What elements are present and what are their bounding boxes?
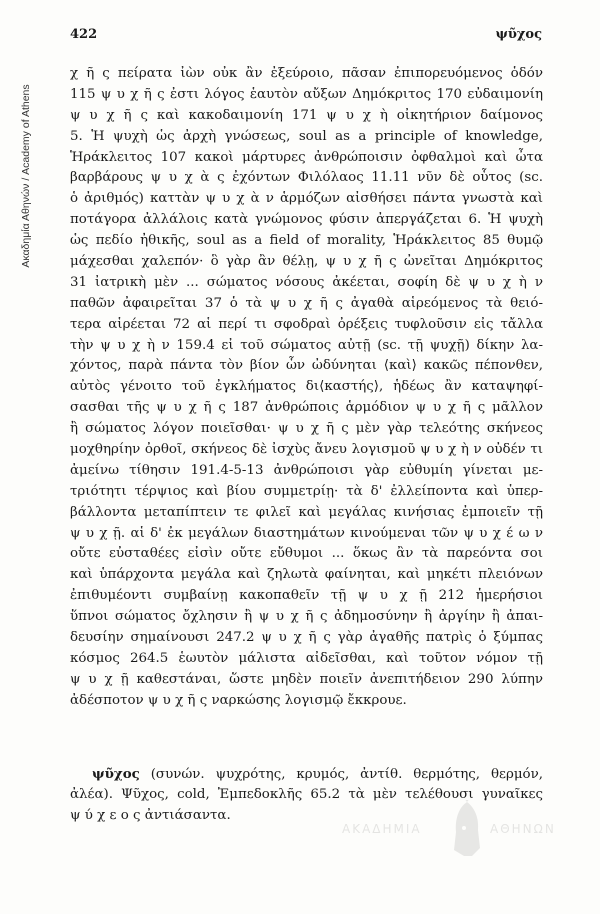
entry-line: ἐπιθυμέοντι συμβαίνῃ κακοπαθεῖν τῇ ψ υ χ ῇ 212 ἡμερήσιοι [70,588,543,604]
entry-line: ἀλέα). Ψῦχος, cold, Ἐμπεδοκλῆς 65.2 τὰ μὲν τελέθουσι γυναῖκες [70,786,543,802]
entry-line: ὡς πεδίο ἠθικῆς, soul as a field of morality, Ἡράκλειτος 85 θυμῷ [70,233,543,249]
entry-line: χόντος, παρὰ πάντα τὸν βίον ὧν ὠδύνηται ⟨καὶ⟩ κακῶς πέπονθεν, [70,358,543,374]
entry-line: καὶ ὑπάρχοντα μεγάλα καὶ ζηλωτὰ φαίνηται, καὶ μηκέτι πλειόνων [70,567,543,583]
athena-helmet-icon [450,800,484,858]
entry-line: τριότητι τέρψιος καὶ βίου συμμετρίῃ· τὰ δ' ἐλλείποντα καὶ ὑπερ- [70,483,543,499]
archive-stamp: Ακαδημία Αθηνών / Academy of Athens [20,84,32,268]
entry-line: βαρβάρους ψ υ χ ὰ ς ἐχόντων Φιλόλαος 11.11 νῦν δὲ οὗτος (sc. [70,170,543,186]
entry-line: τὴν ψ υ χ ὴ ν 159.4 εἰ τοῦ σώματος αὐτῇ (sc. τῇ ψυχῇ) δίκην λα- [70,337,543,353]
entry-text-psyche [70,64,543,712]
watermark-right-text: ΑΘΗΝΩΝ [490,822,556,836]
entry-line: ποτάγορα ἀλλάλοις κατὰ γνώμονος φύσιν ἀπεργάζεται 6. Ἡ ψυχὴ [70,212,543,228]
entry-line: ὕπνοι σώματος ὄχλησιν ἢ ψ υ χ ῆ ς ἀδημοσύνην ἢ ἀργίην ἢ ἀπαι- [70,609,543,625]
entry-line: 5. Ἡ ψυχὴ ὡς ἀρχὴ γνώσεως, soul as a principle of knowledge, [70,128,543,144]
entry-line-rest: (συνών. ψυχρότης, κρυμός, ἀντίθ. θερμότης, θερμόν, [139,767,543,782]
entry-line: χ ῆ ς πείρατα ἰὼν οὐκ ἂν ἐξεύροιο, πᾶσαν ἐπιπορευόμενος ὁδόν [70,66,543,81]
page-number: 422 [70,27,98,42]
entry-line: κόσμος 264.5 ἑωυτὸν μάλιστα αἰδεῖσθαι, καὶ τοῦτον νόμον τῇ [70,650,543,666]
entry-line: ὁ ἀριθμός) καττὰν ψ υ χ ὰ ν ἁρμόζων αἰσθήσει πάντα γνωστὰ καὶ [70,191,543,207]
entry-line: ἢ σώματος λόγον ποιεῖσθαι· ψ υ χ ῆ ς μὲν γὰρ τελεότης σκήνεος [70,421,543,437]
entry-line: ψ υ χ ῆ ς καὶ κακοδαιμονίη 171 ψ υ χ ὴ οἰκητήριον δαίμονος [70,107,543,123]
entry-line: ἀμείνω τίθησιν 191.4-5-13 ἀνθρώποισι γὰρ εὐθυμίη γίνεται με- [70,462,543,478]
page-header [70,27,542,45]
entry-line: ἀδέσποτον ψ υ χ ῆ ς ναρκώσης λογισμῷ ἔκκρουε. [70,692,407,708]
entry-line [70,764,543,785]
headword: ψῦχος [92,766,140,782]
entry-line: τερα αἱρέεται 72 αἱ περί τι σφοδραὶ ὀρέξεις τυφλοῦσιν εἰς τἄλλα [70,316,543,332]
academy-watermark [342,800,592,860]
entry-line: Ἡράκλειτος 107 κακοὶ μάρτυρες ἀνθρώποισιν ὀφθαλμοὶ καὶ ὦτα [70,149,543,165]
running-head: ψῦχος [495,27,542,42]
entry-line: ψ ύ χ ε ο ς ἀντιάσαντα. [70,807,231,823]
entry-line: αὐτὸς γένοιτο τοῦ ἐγκλήματος δι⟨καστής⟩, ἡδέως ἂν καταψηφί- [70,379,543,395]
entry-line: οὔτε εὐσταθέες εἰσὶν οὔτε εὔθυμοι ... ὅκως ἂν τὰ παρεόντα σοι [70,546,543,562]
entry-line: 31 ἰατρικὴ μὲν ... σώματος νόσους ἀκέεται, σοφίη δὲ ψ υ χ ὴ ν [70,274,543,290]
entry-line: παθῶν ἀφαιρεῖται 37 ὁ τὰ ψ υ χ ῆ ς ἀγαθὰ αἱρεόμενος τὰ θειό- [70,295,543,311]
entry-line: βάλλοντα μεταπίπτειν τε φιλεῖ καὶ μεγάλας κινήσιας ἐμποιεῖν τῇ [70,504,543,520]
entry-line: ψ υ χ ῇ. αἱ δ' ἐκ μεγάλων διαστημάτων κινούμεναι τῶν ψ υ χ έ ω ν [70,525,543,541]
entry-line: μοχθηρίην ὀρθοῖ, σκήνεος δὲ ἰσχὺς ἄνευ λογισμοῦ ψ υ χ ὴ ν οὐδέν τι [70,442,543,458]
watermark-left-text: ΑΚΑΔΗΜΙΑ [342,822,422,836]
entry-line: ψ υ χ ῇ καθεστάναι, ὥστε μηδὲν ποιεῖν ἀνεπιτήδειον 290 λύπην [70,671,543,687]
entry-line: μάχεσθαι χαλεπόν· ὃ γὰρ ἂν θέλῃ, ψ υ χ ῆ ς ὠνεῖται Δημόκριτος [70,254,543,270]
entry-line: 115 ψ υ χ ῆ ς ἐστι λόγος ἑαυτὸν αὔξων Δημόκριτος 170 εὐδαιμονίη [70,86,543,102]
entry-line: σασθαι τῆς ψ υ χ ῆ ς 187 ἀνθρώποις ἁρμόδιον ψ υ χ ῆ ς μᾶλλον [70,400,543,416]
entry-line: δευσίην σημαίνουσι 247.2 ψ υ χ ῆ ς γὰρ ἀγαθῆς πατρὶς ὁ ξύμπας [70,630,543,646]
